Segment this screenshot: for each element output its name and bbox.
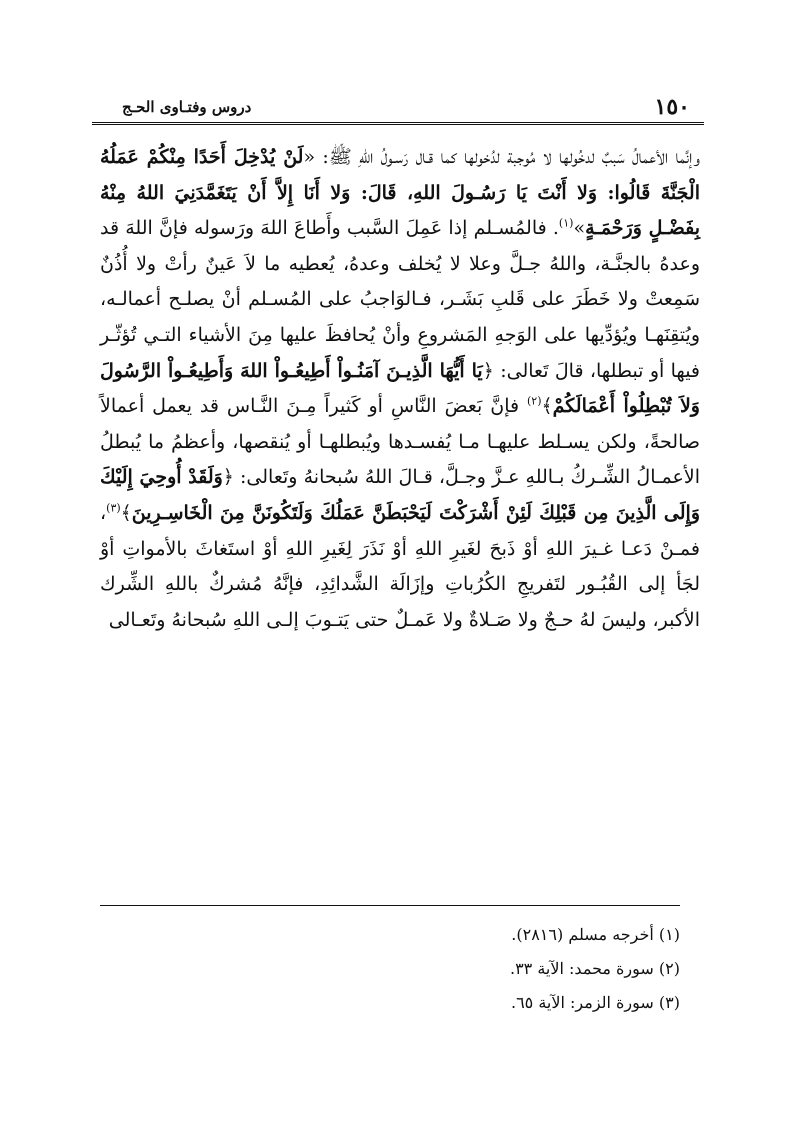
footnote-ref: (٣) — [106, 501, 121, 515]
footnote-separator — [100, 905, 680, 906]
running-title: دروس وفتـاوى الحـج — [122, 98, 252, 116]
footnote: (٢) سورة محمد: الآية ٣٣. — [509, 959, 680, 978]
page-header — [92, 92, 704, 126]
footnotes — [100, 918, 680, 1020]
footnote-ref: (٢) — [527, 394, 542, 408]
footnote-ref: (١) — [558, 216, 574, 230]
header-rule — [92, 122, 704, 125]
quran-verse: وَلَقَدْ أُوحِيَ إِلَيْكَ وَإِلَى الَّذِينَ مِن قَبْلِكَ لَئِنْ أَشْرَكْتَ لَيَحْبَطَنَّ عَمَلُكَ وَلَتَكُونَنَّ مِنَ الْخَاسِـرِينَ — [100, 466, 700, 524]
body-text: » — [573, 217, 586, 240]
body-text: فإنَّ بَعضَ النَّاسِ أو كَثيراً مِـنَ النَّـاس قد يعمل أعمالاً صالحةً، ولكن يسـلط عليهـا مـا يُفسـدها ويُبطلهـا أو يُنقصها، وأعظمُ ما يُبطلُ الأعمـالُ الشِّـركُ بـاللهِ عـزَّ وجـلَّ، قـالَ اللهُ سُبحانهُ وتَعالى: ﴿ — [100, 395, 700, 489]
hadith-quote: لَنْ يُدْخِلَ أَحَدًا مِنْكُمْ عَمَلُهُ الْجَنَّةَ قَالُوا: وَلا أَنْتَ يَا رَسُـولَ اللهِ، قَالَ: وَلا أَنَا إِلاَّ أَنْ يَتَغَمَّدَنِيَ اللهُ مِنْهُ بِفَضْـلٍ وَرَحْمَـةٍ — [100, 146, 700, 240]
quran-verse: يَا أَيُّهَا الَّذِيـنَ آمَنُـواْ أَطِيعُـواْ اللهَ وَأَطِيعُـواْ الرَّسُولَ وَلاَ تُبْطِلُواْ أَعْمَالَكُمْ — [100, 359, 700, 418]
footnote: (١) أخرجه مسلم (٢٨١٦). — [511, 925, 680, 944]
body-text: ﴾ — [541, 395, 553, 418]
body-text: ﴾ — [120, 501, 132, 524]
footnote: (٣) سورة الزمر: الآية ٦٥. — [510, 993, 680, 1012]
body-text: . فالمُسـلم إذا عَمِلَ السَّبب وأَطاعَ اللهَ ورَسوله فإنَّ اللهَ قد وعدهُ بالجنَّـة، واللهُ جـلَّ وعلا لا يُخلف وعدهُ، يُعطيه ما لاَ عَينٌ رأتْ ولا أُذُنٌ سَمِعتْ ولا خَطَرَ على قَلبِ بَشَـر، فـالوَاجبُ على المُسـلم أنْ يصلـح أعمالـه، ويُتقِنَهـا ويُؤدِّيها على الوَجهِ المَشروعِ وأنْ يُحافظَ عليها مِنَ الأشياء التـي تُؤثّـر فيها أو تبطلها، قالَ تَعالى: ﴿ — [100, 217, 701, 382]
body-paragraph — [100, 140, 700, 638]
body-text: وإنَّما الأعمالُ سَببٌ لدخُولها لا مُوجبة لدُخولها كما قـال رَسـولُ اللهِ ﷺ: « — [303, 146, 700, 168]
body-text: ، فمـنْ دَعـا غـيرَ اللهِ أوْ ذَبحَ لغَيرِ اللهِ أوْ نَذَرَ لِغَيرِ اللهِ أوْ استَغاثَ بالأمواتِ أوْ لجَأ إلى القُبُـور لتَفريجِ الكُرُباتِ وإزَالَة الشَّدائِدِ، فإنَّهُ مُشركٌ باللهِ الشِّرك الأكبر، وليسَ لهُ حـجٌ ولا صَـلاةٌ ولا عَمـلٌ حتى يَتـوبَ إلـى اللهِ سُبحانهُ وتَعـالى — [100, 501, 700, 631]
page-number: ١٥٠ — [654, 94, 690, 120]
